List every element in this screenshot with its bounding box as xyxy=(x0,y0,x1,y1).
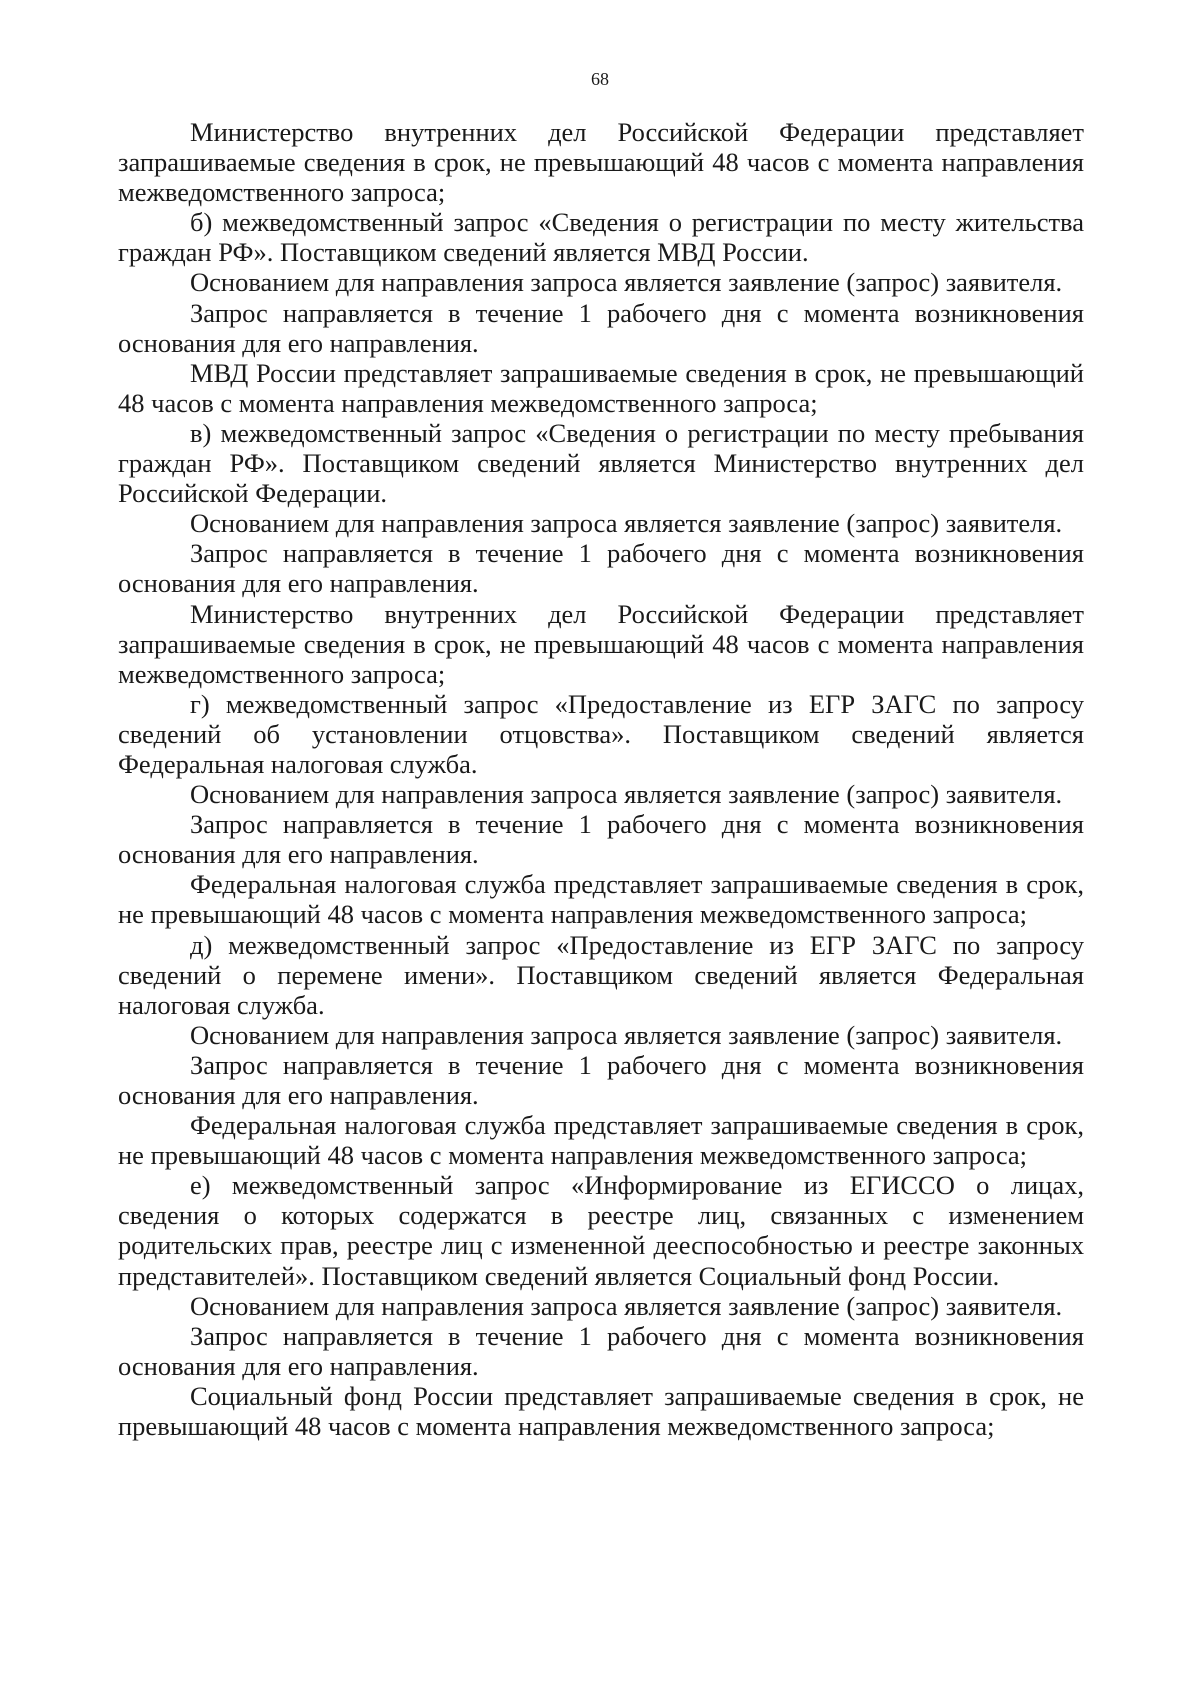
paragraph: Основанием для направления запроса является заявление (запрос) заявителя. xyxy=(190,779,1063,810)
paragraph: Основанием для направления запроса является заявление (запрос) заявителя. xyxy=(190,1019,1063,1050)
paragraph: б) межведомственный запрос «Сведения о регистрации по месту жительства граждан РФ». Поставщиком сведений является МВД России. xyxy=(118,207,1084,268)
page-number: 68 xyxy=(591,69,609,89)
paragraph: в) межведомственный запрос «Сведения о регистрации по месту пребывания граждан РФ». Поставщиком сведений является Министерство внутренних дел Российской Федерации. xyxy=(118,417,1084,509)
paragraph: Федеральная налоговая служба представляет запрашиваемые сведения в срок, не превышающий 48 часов с момента направления межведомственного запроса; xyxy=(118,1110,1084,1171)
paragraph: д) межведомственный запрос «Предоставление из ЕГР ЗАГС по запросу сведений о перемене имени». Поставщиком сведений является Федеральная налоговая служба. xyxy=(118,929,1084,1020)
paragraph: Запрос направляется в течение 1 рабочего дня с момента возникновения основания для его направления. xyxy=(118,538,1084,599)
paragraph: МВД России представляет запрашиваемые сведения в срок, не превышающий 48 часов с момента направления межведомственного запроса; xyxy=(118,357,1084,418)
paragraph: Основанием для направления запроса является заявление (запрос) заявителя. xyxy=(190,267,1063,298)
paragraph: Запрос направляется в течение 1 рабочего дня с момента возникновения основания для его направления. xyxy=(118,809,1084,870)
paragraph: Министерство внутренних дел Российской Федерации представляет запрашиваемые сведения в срок, не превышающий 48 часов с момента направления межведомственного запроса; xyxy=(118,117,1084,208)
document-body xyxy=(118,117,1084,1441)
paragraph: Запрос направляется в течение 1 рабочего дня с момента возникновения основания для его направления. xyxy=(118,1320,1084,1381)
paragraph: Запрос направляется в течение 1 рабочего дня с момента возникновения основания для его направления. xyxy=(118,1049,1084,1110)
paragraph: г) межведомственный запрос «Предоставление из ЕГР ЗАГС по запросу сведений об установлении отцовства». Поставщиком сведений является Федеральная налоговая служба. xyxy=(118,688,1084,779)
paragraph: Запрос направляется в течение 1 рабочего дня с момента возникновения основания для его направления. xyxy=(118,297,1084,358)
paragraph: е) межведомственный запрос «Информирование из ЕГИССО о лицах, сведения о которых содержатся в реестре лиц, связанных с изменением родительских прав, реестре лиц с измененной дееспособностью и реестре законных представителей». Поставщиком сведений является Социальный фонд России. xyxy=(118,1170,1084,1291)
paragraph: Федеральная налоговая служба представляет запрашиваемые сведения в срок, не превышающий 48 часов с момента направления межведомственного запроса; xyxy=(118,869,1084,930)
paragraph: Министерство внутренних дел Российской Федерации представляет запрашиваемые сведения в срок, не превышающий 48 часов с момента направления межведомственного запроса; xyxy=(118,598,1084,689)
paragraph: Основанием для направления запроса является заявление (запрос) заявителя. xyxy=(190,1290,1063,1321)
paragraph: Основанием для направления запроса является заявление (запрос) заявителя. xyxy=(190,508,1063,539)
paragraph: Социальный фонд России представляет запрашиваемые сведения в срок, не превышающий 48 часов с момента направления межведомственного запроса; xyxy=(118,1380,1084,1442)
